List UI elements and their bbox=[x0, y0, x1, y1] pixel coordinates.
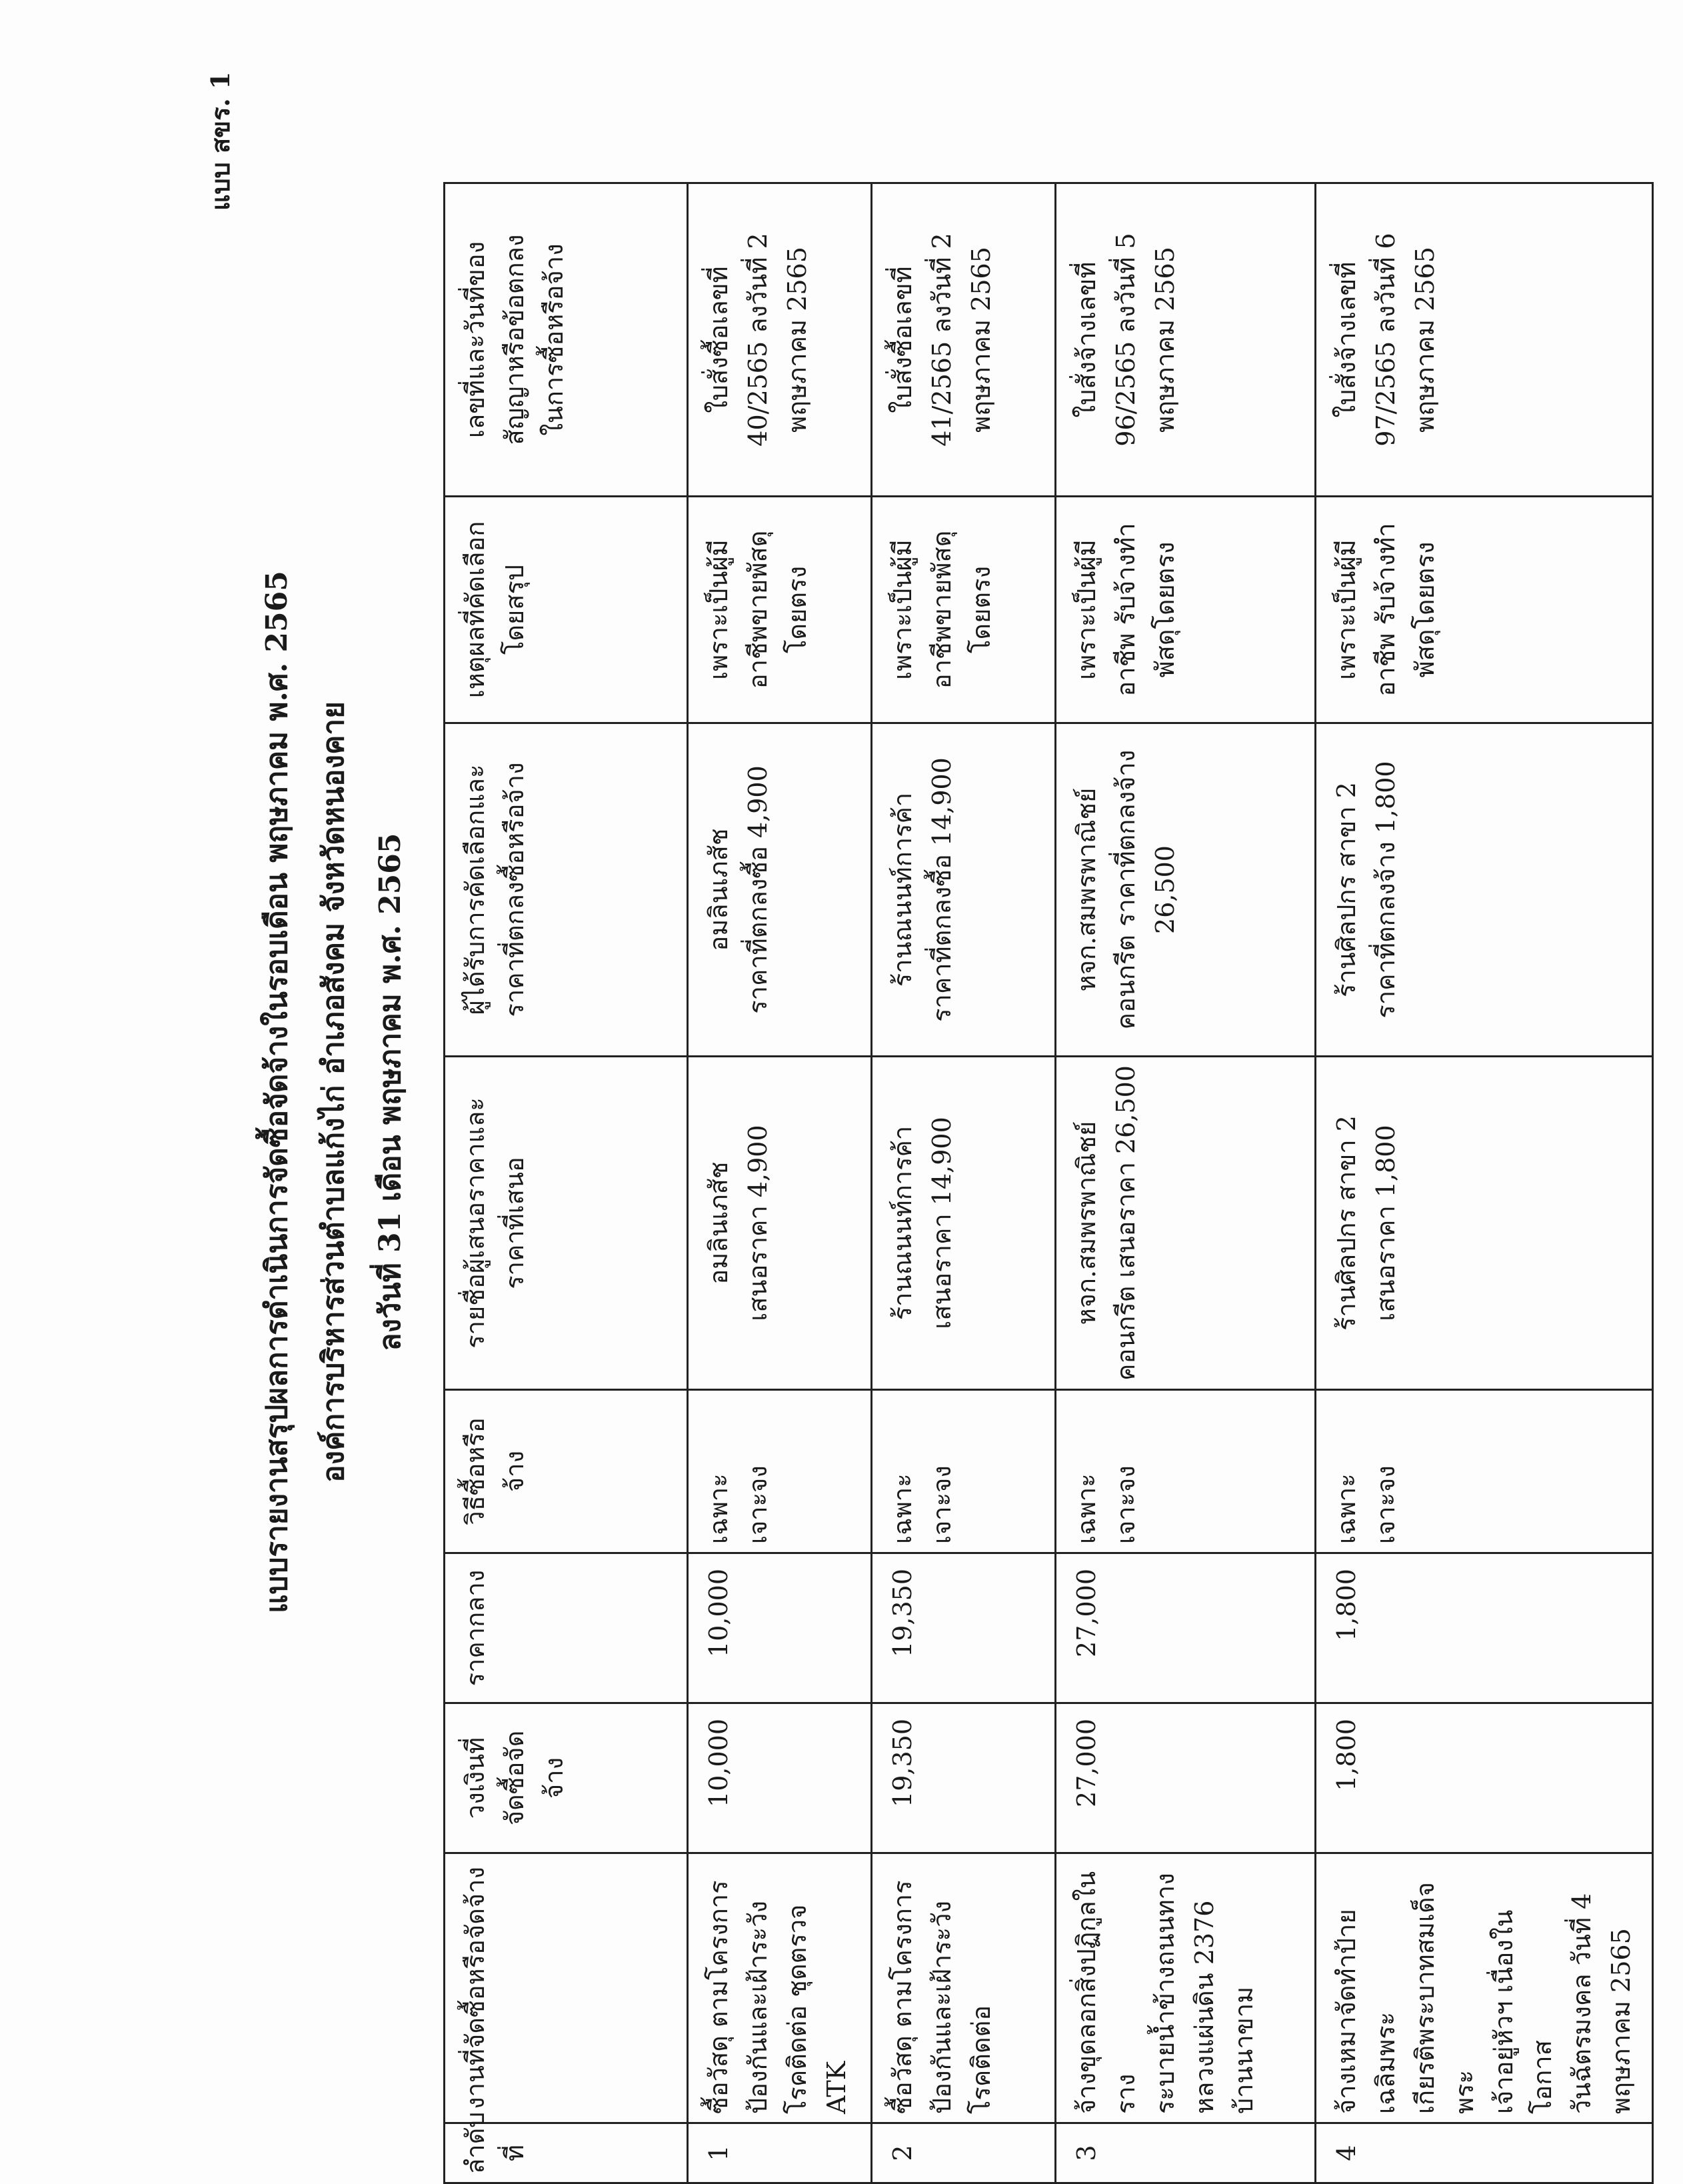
cell-winner bbox=[1316, 723, 1653, 1057]
cell-line: ราคากลาง bbox=[461, 1569, 490, 1687]
header-reason bbox=[445, 497, 688, 723]
cell-median-price: 10,000 bbox=[688, 1553, 872, 1703]
cell-budget: 10,000 bbox=[688, 1703, 872, 1853]
cell-line: เพราะเป็นผู้มี bbox=[1332, 539, 1361, 680]
cell-contract bbox=[1316, 183, 1653, 497]
report-title: แบบรายงานสรุปผลการดำเนินการจัดซื้อจัดจ้างในรอบเดือน พฤษภาคม พ.ศ. 2565 bbox=[260, 571, 294, 1613]
cell-median-price: 27,000 bbox=[1056, 1553, 1316, 1703]
cell-line: ร้านณนนท์การค้า bbox=[888, 792, 917, 987]
cell-line: ซื้อวัสดุ ตามโครงการ bbox=[888, 1880, 917, 2114]
cell-line: โดยตรง bbox=[782, 566, 812, 653]
cell-method: เฉพาะเจาะจง bbox=[872, 1390, 1056, 1553]
cell-bidders bbox=[1056, 1057, 1316, 1390]
cell-line: ร้านศิลปกร สาขา 2 bbox=[1332, 1115, 1361, 1331]
cell-item bbox=[1316, 1853, 1653, 2123]
cell-line: งานที่จัดซื้อหรือจัดจ้าง bbox=[461, 1867, 490, 2109]
cell-line: หจก.สมพรพาณิชย์ bbox=[1072, 787, 1101, 992]
cell-budget: 27,000 bbox=[1056, 1703, 1316, 1853]
cell-line: โดยสรุป bbox=[499, 564, 529, 655]
cell-reason bbox=[688, 497, 872, 723]
cell-line: 96/2565 ลงวันที่ 5 bbox=[1110, 233, 1140, 447]
cell-line: คอนกรีต ราคาที่ตกลงจ้าง bbox=[1110, 749, 1140, 1030]
cell-bidders bbox=[872, 1057, 1056, 1390]
cell-line: 26,500 bbox=[1150, 845, 1180, 934]
cell-line: ราคาที่ตกลงจ้าง 1,800 bbox=[1370, 761, 1400, 1019]
table-row bbox=[1316, 183, 1653, 2183]
cell-line: พัสดุโดยตรง bbox=[1410, 541, 1440, 678]
cell-median-price: 19,350 bbox=[872, 1553, 1056, 1703]
header-winner bbox=[445, 723, 688, 1057]
cell-line: เพราะเป็นผู้มี bbox=[1072, 539, 1101, 680]
cell-line: คอนกรีต เสนอราคา 26,500 bbox=[1110, 1065, 1140, 1381]
cell-line: พัสดุโดยตรง bbox=[1150, 541, 1180, 678]
table-row bbox=[872, 183, 1056, 2183]
cell-budget: 19,350 bbox=[872, 1703, 1056, 1853]
cell-line: จัดซื้อจัด bbox=[499, 1730, 529, 1826]
cell-winner bbox=[872, 723, 1056, 1057]
cell-line: ป้องกันและเฝ้าระวัง bbox=[743, 1901, 773, 2114]
cell-contract bbox=[1056, 183, 1316, 497]
cell-line: ร้านศิลปกร สาขา 2 bbox=[1332, 782, 1361, 997]
cell-line: วิธีซื้อหรือจ้าง bbox=[461, 1417, 529, 1525]
cell-median-price: 1,800 bbox=[1316, 1553, 1653, 1703]
cell-line: ร้านณนนท์การค้า bbox=[888, 1125, 917, 1321]
cell-line: ราคาที่เสนอ bbox=[499, 1157, 529, 1289]
table-body bbox=[688, 183, 1653, 2183]
cell-contract bbox=[688, 183, 872, 497]
cell-index: 1 bbox=[688, 2123, 872, 2183]
cell-line: ลำดับ bbox=[461, 2111, 490, 2174]
cell-line: วันฉัตรมงคล วันที่ 4 bbox=[1567, 1893, 1597, 2114]
cell-line: ใบสั่งซื้อเลขที่ bbox=[704, 266, 733, 413]
header-budget bbox=[445, 1703, 688, 1853]
form-code: แบบ สขร. 1 bbox=[205, 71, 235, 211]
cell-line: 97/2565 ลงวันที่ 6 bbox=[1370, 233, 1400, 447]
report-subtitle: องค์การบริหารส่วนตำบลแก้งไก่ อำเภอสังคม จังหวัดหนองคาย bbox=[317, 701, 351, 1483]
cell-line: ระบายน้ำข้างถนนทาง bbox=[1150, 1873, 1180, 2114]
cell-method: เฉพาะเจาะจง bbox=[1316, 1390, 1653, 1553]
table-row bbox=[688, 183, 872, 2183]
cell-item bbox=[1056, 1853, 1316, 2123]
cell-index: 4 bbox=[1316, 2123, 1653, 2183]
cell-line: อาชีพขายพัสดุ bbox=[926, 530, 956, 689]
cell-winner bbox=[688, 723, 872, 1057]
cell-line: อมลินเภสัช bbox=[704, 1161, 733, 1285]
cell-line: ใบสั่งซื้อเลขที่ bbox=[888, 266, 917, 413]
cell-bidders bbox=[688, 1057, 872, 1390]
cell-line: โรคติดต่อ bbox=[966, 2005, 996, 2114]
cell-line: หจก.สมพรพาณิชย์ bbox=[1072, 1121, 1101, 1325]
cell-line: ในการซื้อหรือจ้าง bbox=[539, 243, 569, 436]
cell-line: เกียรติพระบาทสมเด็จพระ bbox=[1410, 1882, 1479, 2114]
cell-line: เสนอราคา 1,800 bbox=[1370, 1125, 1400, 1321]
cell-winner bbox=[1056, 723, 1316, 1057]
cell-line: อมลินเภสัช bbox=[704, 828, 733, 951]
cell-line: เจ้าอยู่หัวฯ เนื่องในโอกาส bbox=[1488, 1909, 1558, 2114]
cell-line: ซื้อวัสดุ ตามโครงการ bbox=[704, 1880, 733, 2114]
header-row bbox=[445, 183, 688, 2183]
cell-line: พฤษภาคม 2565 bbox=[966, 247, 996, 433]
cell-budget: 1,800 bbox=[1316, 1703, 1653, 1853]
cell-line: เพราะเป็นผู้มี bbox=[888, 539, 917, 680]
cell-line: โรคติดต่อ ชุดตรวจ ATK bbox=[782, 1904, 851, 2114]
cell-item bbox=[688, 1853, 872, 2123]
table-row bbox=[1056, 183, 1316, 2183]
cell-line: รายชื่อผู้เสนอราคาและ bbox=[461, 1097, 490, 1349]
cell-item bbox=[872, 1853, 1056, 2123]
cell-line: ราคาที่ตกลงซื้อ 14,900 bbox=[926, 757, 956, 1022]
cell-line: สัญญาหรือข้อตกลง bbox=[499, 234, 529, 445]
cell-line: พฤษภาคม 2565 bbox=[1606, 1928, 1636, 2114]
cell-method: เฉพาะเจาะจง bbox=[1056, 1390, 1316, 1553]
cell-bidders bbox=[1316, 1057, 1653, 1390]
header-method bbox=[445, 1390, 688, 1553]
cell-line: เลขที่และวันที่ของ bbox=[461, 241, 490, 439]
cell-index: 2 bbox=[872, 2123, 1056, 2183]
cell-line: ราคาที่ตกลงซื้อหรือจ้าง bbox=[499, 762, 529, 1017]
cell-line: พฤษภาคม 2565 bbox=[782, 247, 812, 433]
cell-line: ราคาที่ตกลงซื้อ 4,900 bbox=[743, 765, 773, 1014]
cell-line: ป้องกันและเฝ้าระวัง bbox=[926, 1901, 956, 2114]
header-contract bbox=[445, 183, 688, 497]
cell-reason bbox=[1056, 497, 1316, 723]
cell-line: บ้านนาขาม bbox=[1228, 1986, 1258, 2114]
cell-line: พฤษภาคม 2565 bbox=[1410, 247, 1440, 433]
cell-line: พฤษภาคม 2565 bbox=[1150, 247, 1180, 433]
cell-line: หลวงแผ่นดิน 2376 bbox=[1189, 1900, 1219, 2114]
cell-line: จ้างขุดลอกสิ่งปฏิกูลในราง bbox=[1072, 1871, 1140, 2114]
cell-line: เสนอราคา 4,900 bbox=[743, 1125, 773, 1321]
cell-line: เหตุผลที่คัดเลือก bbox=[461, 521, 490, 699]
cell-line: เสนอราคา 14,900 bbox=[926, 1117, 956, 1329]
cell-line: อาชีพ รับจ้างทำ bbox=[1110, 523, 1140, 697]
report-date: ลงวันที่ 31 เดือน พฤษภาคม พ.ศ. 2565 bbox=[373, 833, 407, 1351]
cell-line: โดยตรง bbox=[966, 566, 996, 653]
cell-line: เพราะเป็นผู้มี bbox=[704, 539, 733, 680]
cell-line: จ้างเหมาจัดทำป้ายเฉลิมพระ bbox=[1332, 1909, 1400, 2114]
cell-contract bbox=[872, 183, 1056, 497]
cell-line: ผู้ได้รับการคัดเลือกและ bbox=[461, 764, 490, 1015]
cell-index: 3 bbox=[1056, 2123, 1316, 2183]
cell-reason bbox=[1316, 497, 1653, 723]
cell-line: 41/2565 ลงวันที่ 2 bbox=[926, 233, 956, 447]
cell-line: ใบสั่งจ้างเลขที่ bbox=[1332, 261, 1361, 418]
header-median-price bbox=[445, 1553, 688, 1703]
cell-line: อาชีพขายพัสดุ bbox=[743, 530, 773, 689]
cell-line: อาชีพ รับจ้างทำ bbox=[1370, 523, 1400, 697]
header-index bbox=[445, 2111, 688, 2183]
cell-line: ที่ bbox=[499, 2144, 529, 2162]
cell-line: ใบสั่งจ้างเลขที่ bbox=[1072, 261, 1101, 418]
header-item bbox=[445, 1853, 688, 2123]
cell-line: วงเงินที่ bbox=[461, 1737, 490, 1819]
cell-line: 40/2565 ลงวันที่ 2 bbox=[743, 233, 773, 447]
cell-line: จ้าง bbox=[539, 1757, 569, 1799]
procurement-table bbox=[443, 182, 1654, 2184]
cell-reason bbox=[872, 497, 1056, 723]
cell-method: เฉพาะเจาะจง bbox=[688, 1390, 872, 1553]
header-bidders bbox=[445, 1057, 688, 1390]
